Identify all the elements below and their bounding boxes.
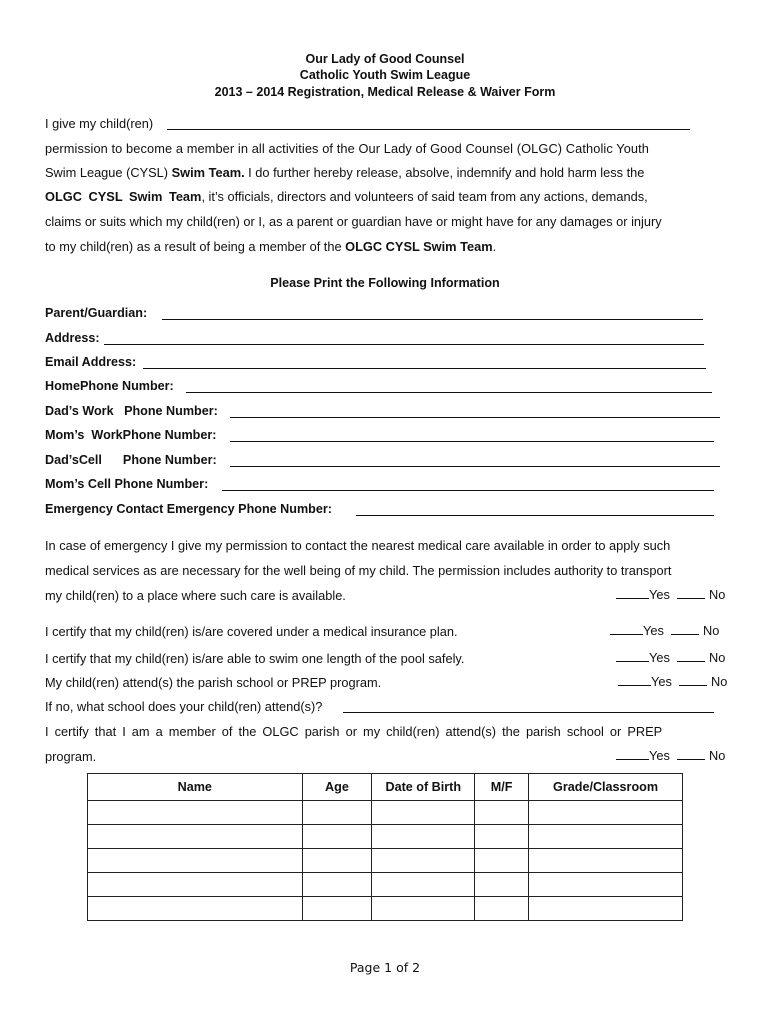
mom-cell-phone-label: Mom’s Cell Phone Number: (45, 477, 209, 491)
waiver-line-2: permission to become a member in all activities of the Our Lady of Good Counsel (OLGC) Catholic Youth (45, 141, 650, 156)
parish-yesno: Yes No (618, 674, 727, 689)
cell-sex[interactable] (475, 801, 529, 825)
insurance-statement: I certify that my child(ren) is/are covered under a medical insurance plan. (45, 624, 458, 639)
parish-statement: My child(ren) attend(s) the parish school or PREP program. (45, 675, 382, 690)
home-phone-field[interactable] (186, 392, 712, 393)
parent-guardian-label: Parent/Guardian: (45, 306, 148, 320)
cell-age[interactable] (302, 801, 372, 825)
cell-age[interactable] (302, 873, 372, 897)
waiver-intro: I give my child(ren) (45, 116, 154, 131)
membership-line-2: program. (45, 749, 97, 764)
col-dob-header: Date of Birth (372, 774, 475, 801)
insurance-no-blank[interactable] (671, 623, 699, 635)
medical-line-1: In case of emergency I give my permission to contact the nearest medical care available in order to apply such (45, 538, 671, 553)
cell-grade[interactable] (529, 825, 683, 849)
medical-line-3: my child(ren) to a place where such care is available. (45, 588, 346, 603)
col-name-header: Name (88, 774, 303, 801)
children-table (87, 773, 683, 921)
cell-name[interactable] (88, 801, 303, 825)
membership-line-1: I certify that I am a member of the OLGC parish or my child(ren) attend(s) the parish school or PREP (45, 724, 663, 739)
table-row (88, 897, 683, 921)
waiver-line-4: OLGC CYSL Swim Team, it’s officials, directors and volunteers of said team from any actions, demands, (45, 189, 648, 204)
medical-yes-blank[interactable] (616, 587, 649, 599)
parish-yes-blank[interactable] (618, 674, 651, 686)
table-row (88, 801, 683, 825)
table-row (88, 825, 683, 849)
emergency-contact-label: Emergency Contact Emergency Phone Number: (45, 502, 332, 516)
cell-age[interactable] (302, 849, 372, 873)
address-label: Address: (45, 331, 100, 345)
mom-cell-phone-field[interactable] (222, 490, 714, 491)
waiver-line-5: claims or suits which my child(ren) or I, as a parent or guardian have or might have for any damages or injury (45, 214, 662, 229)
table-header-row (88, 774, 683, 801)
dad-work-phone-field[interactable] (230, 417, 720, 418)
parish-no-blank[interactable] (679, 674, 707, 686)
table-row (88, 873, 683, 897)
form-title: 2013 – 2014 Registration, Medical Release & Waiver Form (214, 85, 556, 99)
swim-statement: I certify that my child(ren) is/are able to swim one length of the pool safely. (45, 651, 465, 666)
cell-dob[interactable] (372, 873, 475, 897)
medical-line-2: medical services as are necessary for the well being of my child. The permission includes authority to transport (45, 563, 672, 578)
cell-grade[interactable] (529, 897, 683, 921)
cell-sex[interactable] (475, 825, 529, 849)
mom-work-phone-field[interactable] (230, 441, 714, 442)
other-school-field[interactable] (343, 712, 714, 713)
insurance-yes-blank[interactable] (610, 623, 643, 635)
cell-dob[interactable] (372, 825, 475, 849)
page-number: Page 1 of 2 (349, 960, 421, 975)
form-org-name: Our Lady of Good Counsel (305, 52, 465, 66)
email-field[interactable] (143, 368, 706, 369)
other-school-question: If no, what school does your child(ren) attend(s)? (45, 699, 323, 714)
address-field[interactable] (104, 344, 704, 345)
cell-dob[interactable] (372, 897, 475, 921)
medical-no-blank[interactable] (677, 587, 705, 599)
swim-yes-blank[interactable] (616, 650, 649, 662)
dad-cell-phone-field[interactable] (230, 466, 720, 467)
waiver-line-6: to my child(ren) as a result of being a member of the OLGC CYSL Swim Team. (45, 239, 497, 254)
dad-work-phone-label: Dad’s Work Phone Number: (45, 404, 218, 418)
medical-consent-yesno: Yes No (616, 587, 725, 602)
cell-name[interactable] (88, 897, 303, 921)
cell-name[interactable] (88, 873, 303, 897)
swim-no-blank[interactable] (677, 650, 705, 662)
form-league-name: Catholic Youth Swim League (299, 68, 471, 82)
waiver-line-3: Swim League (CYSL) Swim Team. I do further hereby release, absolve, indemnify and hold harm less the (45, 165, 645, 180)
cell-grade[interactable] (529, 801, 683, 825)
emergency-contact-field[interactable] (356, 515, 714, 516)
col-age-header: Age (302, 774, 372, 801)
cell-sex[interactable] (475, 897, 529, 921)
cell-age[interactable] (302, 897, 372, 921)
home-phone-label: HomePhone Number: (45, 379, 174, 393)
parent-guardian-field[interactable] (162, 319, 703, 320)
dad-cell-phone-label: Dad’sCell Phone Number: (45, 453, 217, 467)
cell-dob[interactable] (372, 801, 475, 825)
col-sex-header: M/F (475, 774, 529, 801)
cell-dob[interactable] (372, 849, 475, 873)
mom-work-phone-label: Mom’s WorkPhone Number: (45, 428, 217, 442)
col-grade-header: Grade/Classroom (529, 774, 683, 801)
email-label: Email Address: (45, 355, 137, 369)
cell-sex[interactable] (475, 873, 529, 897)
insurance-yesno: Yes No (610, 623, 719, 638)
membership-no-blank[interactable] (677, 748, 705, 760)
membership-yes-blank[interactable] (616, 748, 649, 760)
swim-yesno: Yes No (616, 650, 725, 665)
cell-grade[interactable] (529, 873, 683, 897)
cell-age[interactable] (302, 825, 372, 849)
cell-sex[interactable] (475, 849, 529, 873)
membership-yesno: Yes No (616, 748, 725, 763)
info-heading: Please Print the Following Information (270, 276, 500, 290)
cell-name[interactable] (88, 825, 303, 849)
cell-grade[interactable] (529, 849, 683, 873)
cell-name[interactable] (88, 849, 303, 873)
child-name-line[interactable] (167, 129, 690, 130)
table-row (88, 849, 683, 873)
